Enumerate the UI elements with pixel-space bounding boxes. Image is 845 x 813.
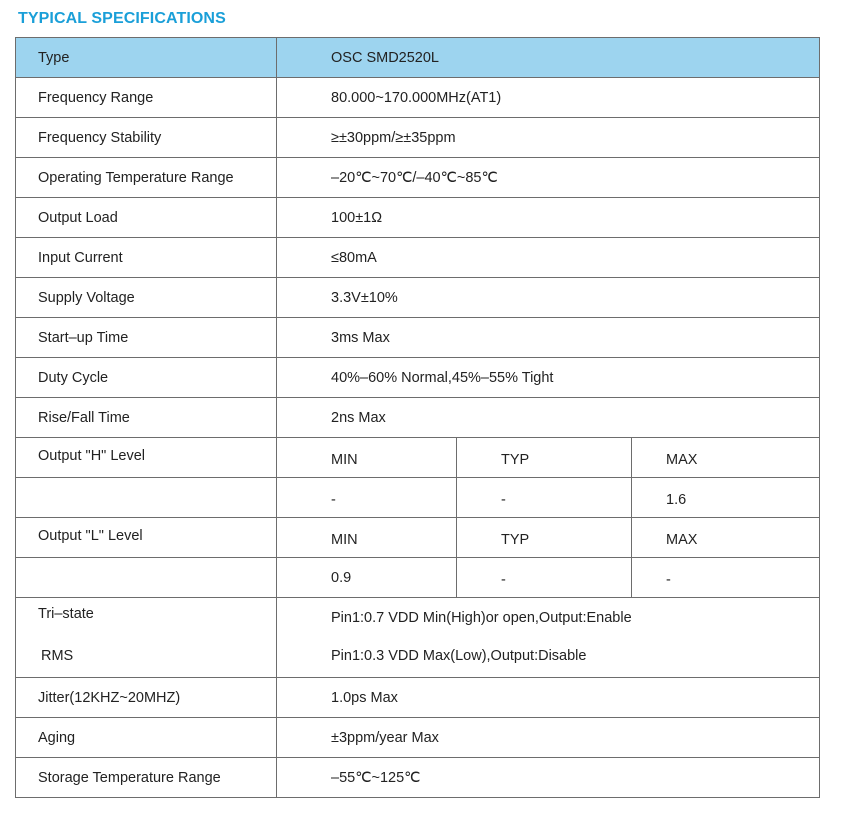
tristate-value-enable: Pin1:0.7 VDD Min(High)or open,Output:Enable [331, 610, 632, 626]
row-label: Frequency Stability [16, 118, 277, 158]
rms-label: RMS [41, 648, 74, 664]
table-row [16, 758, 820, 798]
output-l-empty-cell [16, 558, 277, 598]
output-l-typ-header: TYP [457, 518, 632, 558]
output-h-value-row [16, 478, 820, 518]
output-h-min-value: - [277, 478, 457, 518]
output-l-max-header: MAX [632, 518, 820, 558]
row-value: 3ms Max [277, 318, 820, 358]
row-label: Frequency Range [16, 78, 277, 118]
tristate-value-cell [277, 598, 820, 678]
table-row [16, 198, 820, 238]
row-label: Start–up Time [16, 318, 277, 358]
table-row [16, 78, 820, 118]
output-h-max-value: 1.6 [632, 478, 820, 518]
output-l-value-row [16, 558, 820, 598]
table-row [16, 158, 820, 198]
row-label: Jitter(12KHZ~20MHZ) [16, 678, 277, 718]
row-label: Duty Cycle [16, 358, 277, 398]
table-header-row [16, 38, 820, 78]
output-h-max-header: MAX [632, 438, 820, 478]
output-l-min-header: MIN [277, 518, 457, 558]
output-h-empty-cell [16, 478, 277, 518]
table-row [16, 358, 820, 398]
output-h-min-header: MIN [277, 438, 457, 478]
row-value: ±3ppm/year Max [277, 718, 820, 758]
table-row [16, 678, 820, 718]
page-title: TYPICAL SPECIFICATIONS [18, 10, 226, 27]
row-value: –55℃~125℃ [277, 758, 820, 798]
row-value: ≤80mA [277, 238, 820, 278]
row-label: Input Current [16, 238, 277, 278]
row-label: Aging [16, 718, 277, 758]
tristate-label: Tri–state [38, 606, 94, 622]
output-h-typ-header: TYP [457, 438, 632, 478]
output-l-typ-value: - [457, 558, 632, 598]
row-label: Storage Temperature Range [16, 758, 277, 798]
row-value: 80.000~170.000MHz(AT1) [277, 78, 820, 118]
tristate-label-cell [16, 598, 277, 678]
table-row [16, 278, 820, 318]
row-value: 1.0ps Max [277, 678, 820, 718]
output-l-header-row [16, 518, 820, 558]
row-value: –20℃~70℃/–40℃~85℃ [277, 158, 820, 198]
output-h-label: Output "H" Level [16, 438, 277, 478]
table-row [16, 318, 820, 358]
spec-table [15, 37, 820, 798]
row-label: Operating Temperature Range [16, 158, 277, 198]
row-value: 2ns Max [277, 398, 820, 438]
tristate-value-disable: Pin1:0.3 VDD Max(Low),Output:Disable [331, 648, 587, 664]
output-l-max-value: - [632, 558, 820, 598]
output-l-label: Output "L" Level [16, 518, 277, 558]
table-row [16, 118, 820, 158]
row-value: 3.3V±10% [277, 278, 820, 318]
row-value: 100±1Ω [277, 198, 820, 238]
tristate-row [16, 598, 820, 678]
output-h-header-row [16, 438, 820, 478]
row-value: 40%–60% Normal,45%–55% Tight [277, 358, 820, 398]
header-value: OSC SMD2520L [277, 38, 820, 78]
table-row [16, 718, 820, 758]
row-value: ≥±30ppm/≥±35ppm [277, 118, 820, 158]
table-row [16, 238, 820, 278]
output-h-typ-value: - [457, 478, 632, 518]
table-row [16, 398, 820, 438]
header-label: Type [16, 38, 277, 78]
row-label: Supply Voltage [16, 278, 277, 318]
row-label: Output Load [16, 198, 277, 238]
output-l-min-value: 0.9 [277, 558, 457, 598]
row-label: Rise/Fall Time [16, 398, 277, 438]
